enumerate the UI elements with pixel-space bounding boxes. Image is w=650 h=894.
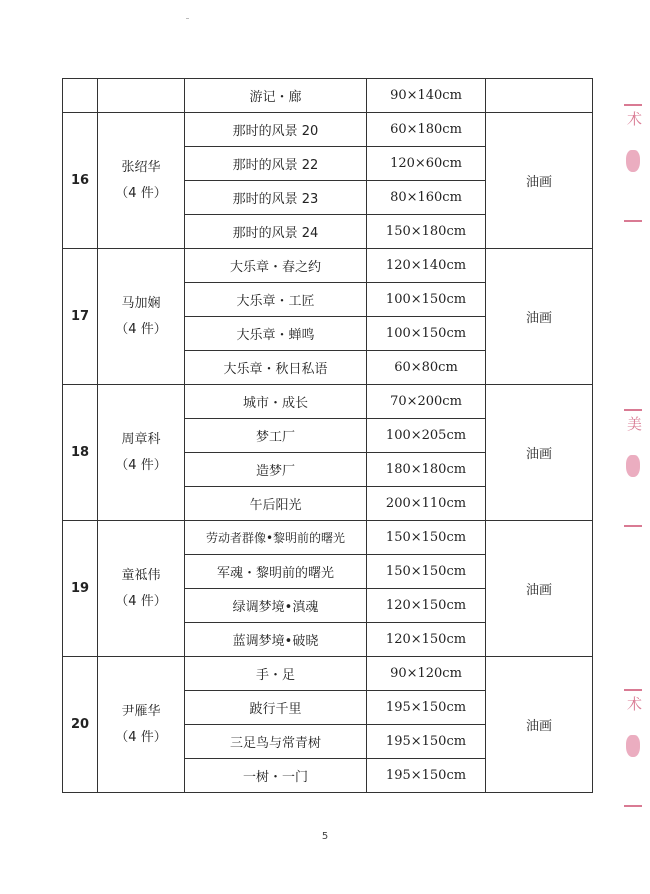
work-title: 蓝调梦境•破晓 xyxy=(185,623,367,657)
medium-cell xyxy=(486,79,593,113)
artist-name: 周章科 xyxy=(121,431,161,447)
medium-cell: 油画 xyxy=(486,521,593,657)
margin-stamp xyxy=(622,685,644,845)
work-title: 游记・廊 xyxy=(185,79,367,113)
stamp-tick xyxy=(624,409,642,411)
entry-number-cell xyxy=(63,657,98,793)
table-row xyxy=(63,113,593,147)
stamp-char: 美 xyxy=(626,415,642,433)
work-title: 那时的风景 24 xyxy=(185,215,367,249)
stamp-char: 术 xyxy=(626,110,642,128)
entry-number: 16 xyxy=(70,173,90,188)
table-row xyxy=(63,521,593,555)
stamp-tick xyxy=(624,104,642,106)
table-row xyxy=(63,657,593,691)
entry-number: 19 xyxy=(70,581,90,596)
medium-cell: 油画 xyxy=(486,113,593,249)
entry-number: 20 xyxy=(70,717,90,732)
stamp-tick xyxy=(624,525,642,527)
page-number: 5 xyxy=(321,831,329,842)
work-size: 70×200cm xyxy=(367,385,486,419)
work-size: 200×110cm xyxy=(367,487,486,521)
work-title: 那时的风景 23 xyxy=(185,181,367,215)
work-title: 劳动者群像•黎明前的曙光 xyxy=(185,521,367,555)
work-title: 大乐章・蝉鸣 xyxy=(185,317,367,351)
work-size: 120×150cm xyxy=(367,589,486,623)
table-body xyxy=(63,79,593,793)
work-title: 大乐章・秋日私语 xyxy=(185,351,367,385)
artist-name: 张绍华 xyxy=(121,159,161,175)
work-size: 150×180cm xyxy=(367,215,486,249)
work-title: 三足鸟与常青树 xyxy=(185,725,367,759)
scan-artifact xyxy=(186,18,189,19)
seal-mark xyxy=(626,735,640,757)
work-size: 195×150cm xyxy=(367,725,486,759)
work-size: 195×150cm xyxy=(367,691,486,725)
work-size: 80×160cm xyxy=(367,181,486,215)
work-size: 150×150cm xyxy=(367,521,486,555)
work-size: 100×150cm xyxy=(367,317,486,351)
work-count: （4 件） xyxy=(115,729,167,745)
work-count: （4 件） xyxy=(115,321,167,337)
table-row xyxy=(63,79,593,113)
work-title: 大乐章・春之约 xyxy=(185,249,367,283)
work-title: 绿调梦境•滇魂 xyxy=(185,589,367,623)
work-size: 90×120cm xyxy=(367,657,486,691)
artwork-list-table xyxy=(62,78,593,793)
table-row xyxy=(63,249,593,283)
margin-stamp xyxy=(622,405,644,565)
work-title: 梦工厂 xyxy=(185,419,367,453)
work-size: 60×80cm xyxy=(367,351,486,385)
margin-stamp xyxy=(622,100,644,260)
work-size: 195×150cm xyxy=(367,759,486,793)
work-title: 那时的风景 20 xyxy=(185,113,367,147)
work-count: （4 件） xyxy=(115,593,167,609)
work-title: 城市・成长 xyxy=(185,385,367,419)
work-size: 120×140cm xyxy=(367,249,486,283)
work-size: 90×140cm xyxy=(367,79,486,113)
work-title: 大乐章・工匠 xyxy=(185,283,367,317)
work-title: 跛行千里 xyxy=(185,691,367,725)
work-title: 手・足 xyxy=(185,657,367,691)
medium-cell: 油画 xyxy=(486,249,593,385)
seal-mark xyxy=(626,455,640,477)
table-row xyxy=(63,385,593,419)
entry-number-cell xyxy=(63,79,98,113)
work-size: 150×150cm xyxy=(367,555,486,589)
stamp-tick xyxy=(624,805,642,807)
artist-name: 马加娴 xyxy=(121,295,161,311)
seal-mark xyxy=(626,150,640,172)
work-size: 120×60cm xyxy=(367,147,486,181)
work-size: 100×205cm xyxy=(367,419,486,453)
work-count: （4 件） xyxy=(115,457,167,473)
medium-cell: 油画 xyxy=(486,385,593,521)
work-title: 午后阳光 xyxy=(185,487,367,521)
entry-number-cell xyxy=(63,521,98,657)
artist-cell xyxy=(98,657,185,793)
entry-number-cell xyxy=(63,385,98,521)
entry-number: 18 xyxy=(70,445,90,460)
artist-name: 尹雁华 xyxy=(121,703,161,719)
stamp-char: 术 xyxy=(626,695,642,713)
work-size: 100×150cm xyxy=(367,283,486,317)
artist-cell xyxy=(98,249,185,385)
artist-cell xyxy=(98,385,185,521)
artist-cell xyxy=(98,113,185,249)
artist-cell xyxy=(98,521,185,657)
entry-number-cell xyxy=(63,249,98,385)
medium-cell: 油画 xyxy=(486,657,593,793)
artist-name: 童祗伟 xyxy=(121,567,161,583)
stamp-tick xyxy=(624,220,642,222)
work-size: 120×150cm xyxy=(367,623,486,657)
entry-number: 17 xyxy=(70,309,90,324)
work-size: 180×180cm xyxy=(367,453,486,487)
work-title: 造梦厂 xyxy=(185,453,367,487)
work-title: 那时的风景 22 xyxy=(185,147,367,181)
work-title: 军魂・黎明前的曙光 xyxy=(185,555,367,589)
work-size: 60×180cm xyxy=(367,113,486,147)
work-title: 一树・一门 xyxy=(185,759,367,793)
work-count: （4 件） xyxy=(115,185,167,201)
stamp-tick xyxy=(624,689,642,691)
entry-number-cell xyxy=(63,113,98,249)
artist-cell xyxy=(98,79,185,113)
